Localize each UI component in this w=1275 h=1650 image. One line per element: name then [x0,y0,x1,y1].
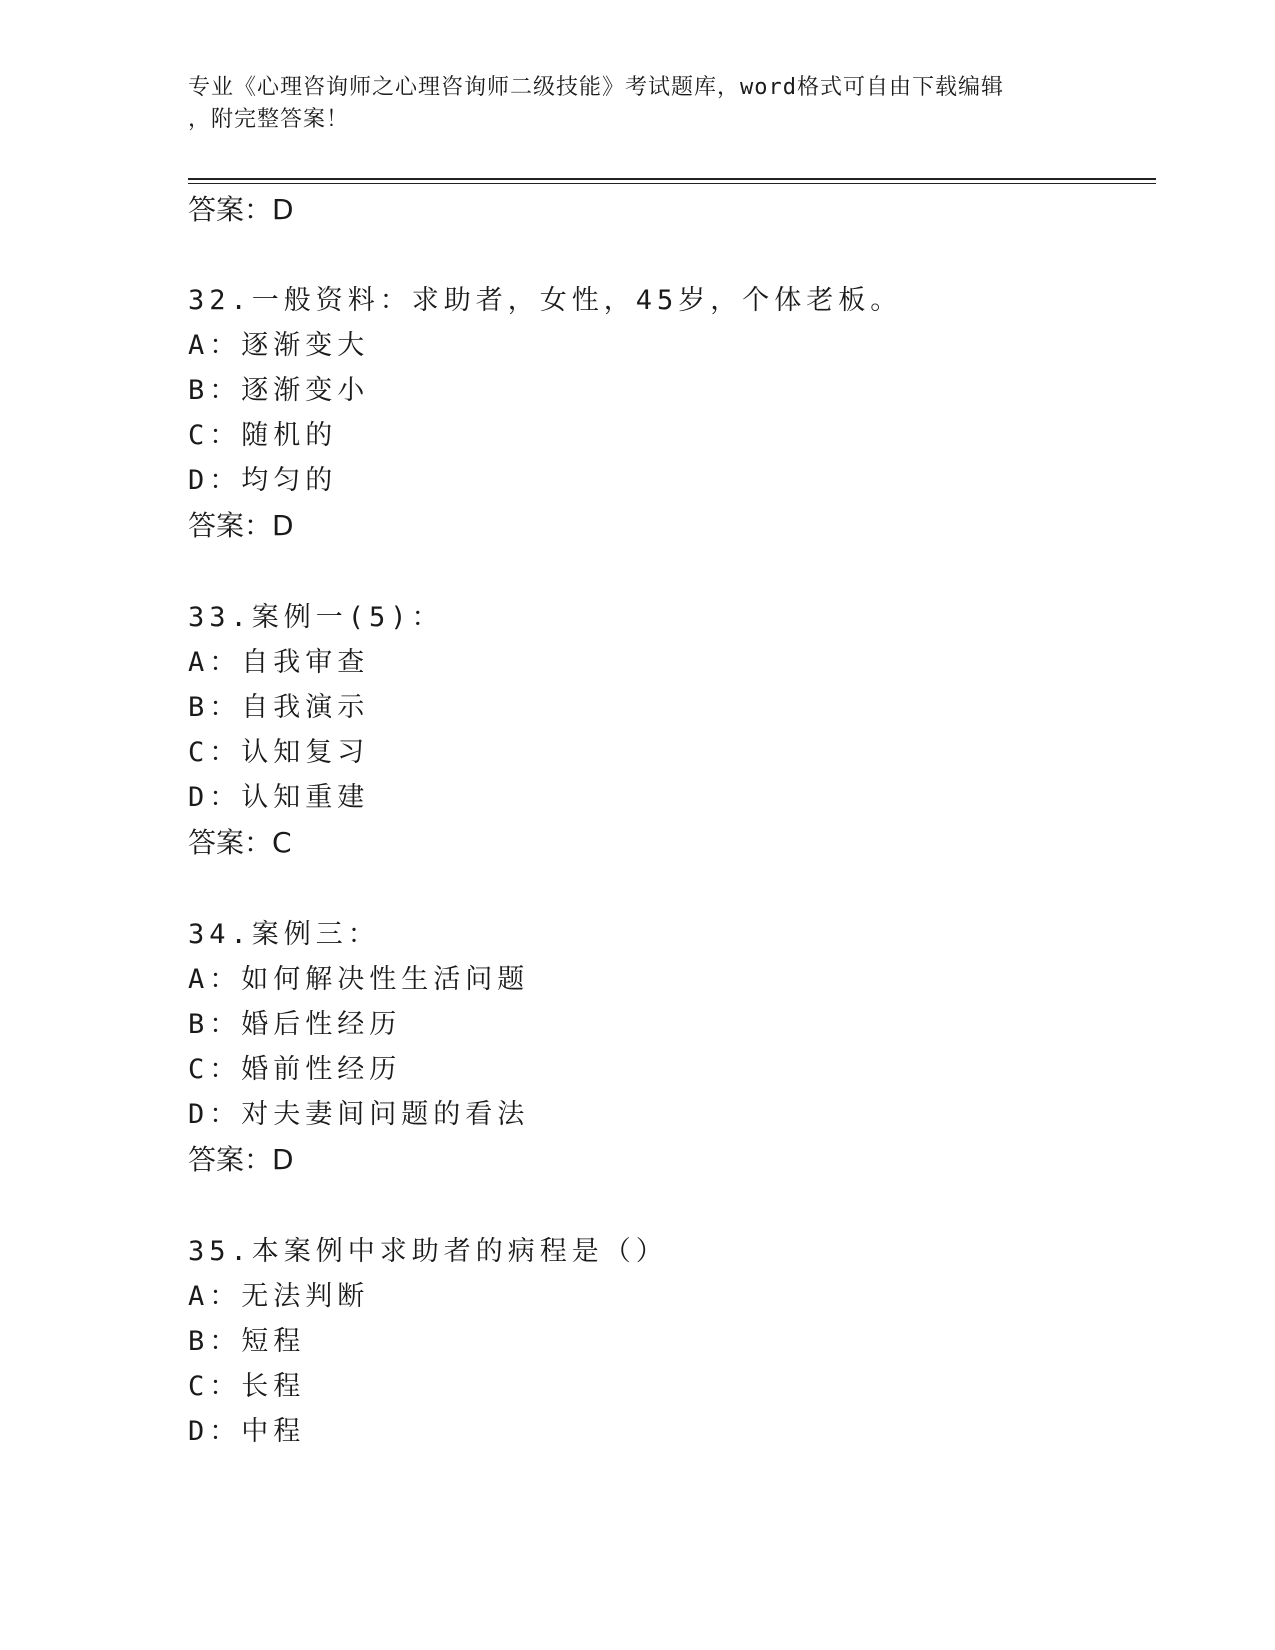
question-35-option-d: D：中程 [188,1416,306,1447]
question-35-option-a: A：无法判断 [188,1281,370,1312]
question-34-answer: 答案：D [188,1143,294,1176]
question-34-option-d: D：对夫妻间问题的看法 [188,1099,530,1130]
document-header [188,72,1088,136]
question-32-option-a: A：逐渐变大 [188,330,370,361]
question-33-stem: 33.案例一(5)： [188,602,444,633]
question-34-option-c: C：婚前性经历 [188,1054,402,1085]
question-35-option-b: B：短程 [188,1326,306,1357]
question-33-option-d: D：认知重建 [188,782,370,813]
header-line-2: ，附完整答案！ [188,107,350,132]
question-32-option-d: D：均匀的 [188,465,338,496]
question-32-option-b: B：逐渐变小 [188,375,370,406]
question-34-option-b: B：婚后性经历 [188,1009,402,1040]
question-32-option-c: C：随机的 [188,420,338,451]
question-34-option-a: A：如何解决性生活问题 [188,964,530,995]
header-line-1: 专业《心理咨询师之心理咨询师二级技能》考试题库，word格式可自由下载编辑 [188,75,1004,100]
question-35-option-c: C：长程 [188,1371,306,1402]
header-rule-thin [188,183,1156,184]
question-33-option-a: A：自我审查 [188,647,370,678]
question-34-stem: 34.案例三： [188,919,380,950]
question-32-stem: 32.一般资料：求助者，女性，45岁，个体老板。 [188,285,903,316]
header-rule-thick [188,178,1156,180]
question-33-option-c: C：认知复习 [188,737,370,768]
question-35-stem: 35.本案例中求助者的病程是（） [188,1236,668,1267]
question-33-option-b: B：自我演示 [188,692,370,723]
answer-31: 答案：D [188,193,294,226]
question-33-answer: 答案：C [188,826,292,859]
question-32-answer: 答案：D [188,509,294,542]
